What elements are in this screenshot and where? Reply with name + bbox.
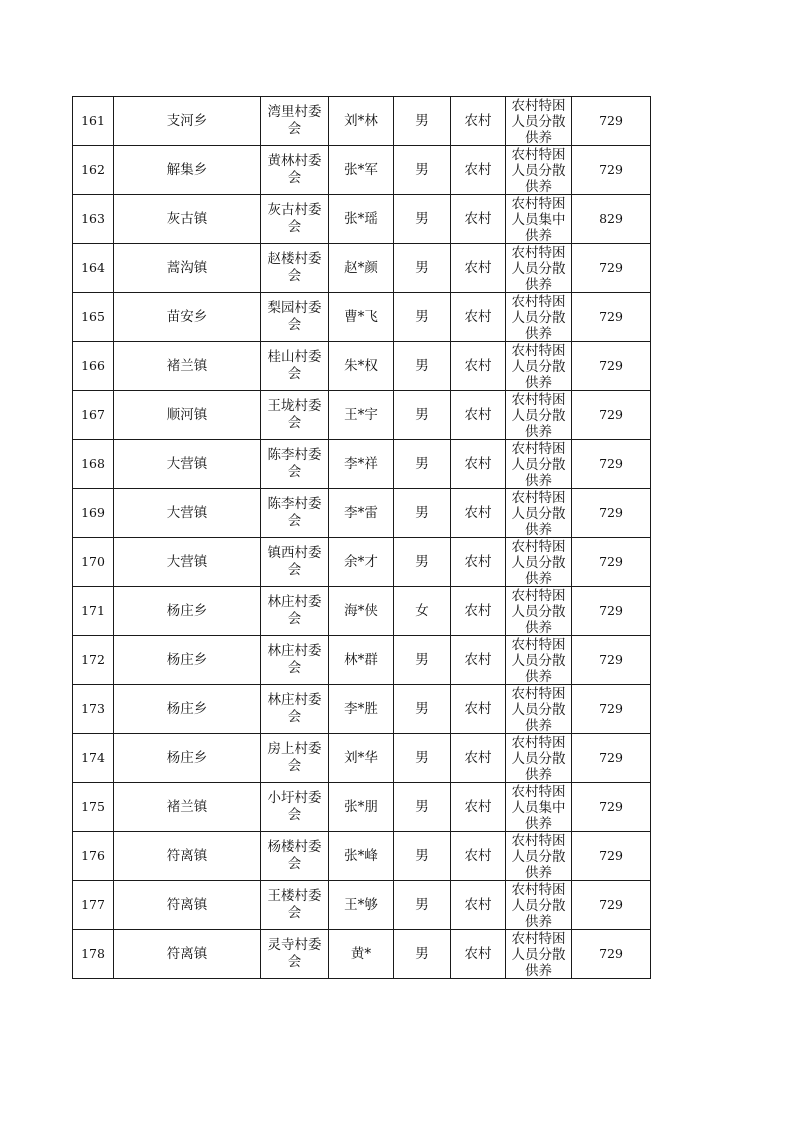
residence-type-cell: 农村: [451, 293, 506, 342]
table-row: [73, 293, 651, 342]
row-number-cell: 177: [73, 881, 114, 930]
gender-cell: 男: [394, 685, 451, 734]
village-committee-cell: [261, 146, 329, 195]
village-committee-cell: [261, 489, 329, 538]
row-number-cell: 161: [73, 97, 114, 146]
village-committee-cell: [261, 342, 329, 391]
person-name-cell: 林*群: [329, 636, 394, 685]
gender-cell: 男: [394, 489, 451, 538]
village-committee-cell: [261, 734, 329, 783]
amount-cell: 729: [572, 293, 651, 342]
support-type-cell: [506, 930, 572, 979]
recipient-table: [72, 96, 651, 979]
person-name-cell: 张*峰: [329, 832, 394, 881]
residence-type-cell: 农村: [451, 391, 506, 440]
amount-cell: 729: [572, 244, 651, 293]
row-number-cell: 169: [73, 489, 114, 538]
village-committee-cell-text: 灵寺村委会: [267, 937, 322, 970]
residence-type-cell: 农村: [451, 146, 506, 195]
village-committee-cell-text: 梨园村委会: [267, 300, 322, 333]
support-type-cell-text: 农村特困人员分散供养: [511, 147, 566, 194]
village-committee-cell-text: 王垅村委会: [267, 398, 322, 431]
village-committee-cell-text: 镇西村委会: [267, 545, 322, 578]
table-row: [73, 734, 651, 783]
village-committee-cell: [261, 930, 329, 979]
amount-cell: 729: [572, 832, 651, 881]
gender-cell: 男: [394, 636, 451, 685]
row-number-cell: 164: [73, 244, 114, 293]
gender-cell: 男: [394, 195, 451, 244]
amount-cell: 729: [572, 734, 651, 783]
township-cell: 大营镇: [114, 440, 261, 489]
row-number-cell: 175: [73, 783, 114, 832]
residence-type-cell: 农村: [451, 97, 506, 146]
village-committee-cell-text: 湾里村委会: [267, 104, 322, 137]
support-type-cell-text: 农村特困人员分散供养: [511, 392, 566, 439]
village-committee-cell: [261, 587, 329, 636]
person-name-cell: 海*侠: [329, 587, 394, 636]
township-cell: 杨庄乡: [114, 734, 261, 783]
amount-cell: 729: [572, 636, 651, 685]
township-cell: 顺河镇: [114, 391, 261, 440]
residence-type-cell: 农村: [451, 587, 506, 636]
township-cell: 褚兰镇: [114, 783, 261, 832]
village-committee-cell: [261, 685, 329, 734]
support-type-cell-text: 农村特困人员分散供养: [511, 588, 566, 635]
support-type-cell-text: 农村特困人员分散供养: [511, 490, 566, 537]
table-row: [73, 489, 651, 538]
amount-cell: 729: [572, 489, 651, 538]
village-committee-cell-text: 林庄村委会: [267, 643, 322, 676]
support-type-cell-text: 农村特困人员分散供养: [511, 294, 566, 341]
gender-cell: 男: [394, 832, 451, 881]
township-cell: 符离镇: [114, 930, 261, 979]
township-cell: 大营镇: [114, 538, 261, 587]
row-number-cell: 171: [73, 587, 114, 636]
support-type-cell: [506, 538, 572, 587]
table-body: [73, 97, 651, 979]
township-cell: 杨庄乡: [114, 636, 261, 685]
gender-cell: 男: [394, 734, 451, 783]
amount-cell: 729: [572, 685, 651, 734]
residence-type-cell: 农村: [451, 783, 506, 832]
support-type-cell: [506, 244, 572, 293]
support-type-cell-text: 农村特困人员分散供养: [511, 245, 566, 292]
table-row: [73, 783, 651, 832]
village-committee-cell-text: 房上村委会: [267, 741, 322, 774]
support-type-cell-text: 农村特困人员分散供养: [511, 441, 566, 488]
table-row: [73, 391, 651, 440]
village-committee-cell-text: 小圩村委会: [267, 790, 322, 823]
support-type-cell: [506, 783, 572, 832]
person-name-cell: 朱*权: [329, 342, 394, 391]
support-type-cell-text: 农村特困人员分散供养: [511, 686, 566, 733]
village-committee-cell-text: 陈李村委会: [267, 447, 322, 480]
gender-cell: 男: [394, 293, 451, 342]
support-type-cell-text: 农村特困人员分散供养: [511, 98, 566, 145]
row-number-cell: 170: [73, 538, 114, 587]
village-committee-cell-text: 赵楼村委会: [267, 251, 322, 284]
residence-type-cell: 农村: [451, 489, 506, 538]
village-committee-cell: [261, 244, 329, 293]
person-name-cell: 余*才: [329, 538, 394, 587]
support-type-cell: [506, 587, 572, 636]
gender-cell: 男: [394, 244, 451, 293]
village-committee-cell: [261, 195, 329, 244]
residence-type-cell: 农村: [451, 734, 506, 783]
residence-type-cell: 农村: [451, 636, 506, 685]
support-type-cell-text: 农村特困人员分散供养: [511, 882, 566, 929]
table-row: [73, 685, 651, 734]
table-row: [73, 440, 651, 489]
township-cell: 苗安乡: [114, 293, 261, 342]
village-committee-cell: [261, 636, 329, 685]
row-number-cell: 162: [73, 146, 114, 195]
village-committee-cell: [261, 440, 329, 489]
support-type-cell-text: 农村特困人员分散供养: [511, 735, 566, 782]
person-name-cell: 张*军: [329, 146, 394, 195]
support-type-cell-text: 农村特困人员分散供养: [511, 539, 566, 586]
person-name-cell: 刘*林: [329, 97, 394, 146]
person-name-cell: 黄*: [329, 930, 394, 979]
amount-cell: 729: [572, 342, 651, 391]
village-committee-cell-text: 陈李村委会: [267, 496, 322, 529]
support-type-cell: [506, 342, 572, 391]
table-row: [73, 538, 651, 587]
row-number-cell: 172: [73, 636, 114, 685]
amount-cell: 729: [572, 97, 651, 146]
row-number-cell: 166: [73, 342, 114, 391]
amount-cell: 729: [572, 783, 651, 832]
support-type-cell: [506, 734, 572, 783]
residence-type-cell: 农村: [451, 930, 506, 979]
village-committee-cell: [261, 293, 329, 342]
table-row: [73, 930, 651, 979]
village-committee-cell-text: 杨楼村委会: [267, 839, 322, 872]
row-number-cell: 167: [73, 391, 114, 440]
gender-cell: 男: [394, 391, 451, 440]
village-committee-cell: [261, 391, 329, 440]
support-type-cell: [506, 832, 572, 881]
table-row: [73, 636, 651, 685]
residence-type-cell: 农村: [451, 440, 506, 489]
township-cell: 灰古镇: [114, 195, 261, 244]
person-name-cell: 王*够: [329, 881, 394, 930]
residence-type-cell: 农村: [451, 832, 506, 881]
row-number-cell: 178: [73, 930, 114, 979]
support-type-cell: [506, 440, 572, 489]
gender-cell: 男: [394, 342, 451, 391]
village-committee-cell: [261, 881, 329, 930]
gender-cell: 男: [394, 930, 451, 979]
support-type-cell: [506, 391, 572, 440]
person-name-cell: 李*雷: [329, 489, 394, 538]
person-name-cell: 刘*华: [329, 734, 394, 783]
table-row: [73, 244, 651, 293]
table-row: [73, 587, 651, 636]
gender-cell: 男: [394, 783, 451, 832]
village-committee-cell: [261, 832, 329, 881]
row-number-cell: 165: [73, 293, 114, 342]
village-committee-cell-text: 灰古村委会: [267, 202, 322, 235]
village-committee-cell: [261, 538, 329, 587]
support-type-cell: [506, 195, 572, 244]
gender-cell: 男: [394, 881, 451, 930]
village-committee-cell-text: 黄林村委会: [267, 153, 322, 186]
village-committee-cell: [261, 783, 329, 832]
row-number-cell: 173: [73, 685, 114, 734]
amount-cell: 729: [572, 881, 651, 930]
row-number-cell: 174: [73, 734, 114, 783]
support-type-cell-text: 农村特困人员分散供养: [511, 637, 566, 684]
amount-cell: 729: [572, 538, 651, 587]
village-committee-cell-text: 林庄村委会: [267, 594, 322, 627]
person-name-cell: 王*宇: [329, 391, 394, 440]
support-type-cell-text: 农村特困人员分散供养: [511, 343, 566, 390]
amount-cell: 829: [572, 195, 651, 244]
residence-type-cell: 农村: [451, 685, 506, 734]
village-committee-cell-text: 桂山村委会: [267, 349, 322, 382]
township-cell: 褚兰镇: [114, 342, 261, 391]
residence-type-cell: 农村: [451, 342, 506, 391]
amount-cell: 729: [572, 930, 651, 979]
support-type-cell: [506, 881, 572, 930]
township-cell: 杨庄乡: [114, 685, 261, 734]
township-cell: 支河乡: [114, 97, 261, 146]
residence-type-cell: 农村: [451, 538, 506, 587]
township-cell: 解集乡: [114, 146, 261, 195]
gender-cell: 男: [394, 97, 451, 146]
support-type-cell: [506, 146, 572, 195]
gender-cell: 男: [394, 440, 451, 489]
village-committee-cell: [261, 97, 329, 146]
amount-cell: 729: [572, 391, 651, 440]
support-type-cell-text: 农村特困人员集中供养: [511, 196, 566, 243]
support-type-cell-text: 农村特困人员集中供养: [511, 784, 566, 831]
person-name-cell: 李*胜: [329, 685, 394, 734]
person-name-cell: 李*祥: [329, 440, 394, 489]
township-cell: 杨庄乡: [114, 587, 261, 636]
township-cell: 符离镇: [114, 881, 261, 930]
residence-type-cell: 农村: [451, 195, 506, 244]
support-type-cell: [506, 97, 572, 146]
support-type-cell-text: 农村特困人员分散供养: [511, 931, 566, 978]
person-name-cell: 曹*飞: [329, 293, 394, 342]
row-number-cell: 163: [73, 195, 114, 244]
row-number-cell: 168: [73, 440, 114, 489]
gender-cell: 男: [394, 538, 451, 587]
person-name-cell: 赵*颜: [329, 244, 394, 293]
residence-type-cell: 农村: [451, 881, 506, 930]
gender-cell: 男: [394, 146, 451, 195]
table-row: [73, 195, 651, 244]
table-row: [73, 881, 651, 930]
village-committee-cell-text: 王楼村委会: [267, 888, 322, 921]
residence-type-cell: 农村: [451, 244, 506, 293]
support-type-cell: [506, 685, 572, 734]
township-cell: 符离镇: [114, 832, 261, 881]
township-cell: 大营镇: [114, 489, 261, 538]
amount-cell: 729: [572, 146, 651, 195]
township-cell: 蒿沟镇: [114, 244, 261, 293]
person-name-cell: 张*朋: [329, 783, 394, 832]
table-row: [73, 146, 651, 195]
row-number-cell: 176: [73, 832, 114, 881]
table-row: [73, 342, 651, 391]
table-row: [73, 97, 651, 146]
amount-cell: 729: [572, 440, 651, 489]
person-name-cell: 张*瑶: [329, 195, 394, 244]
support-type-cell: [506, 293, 572, 342]
support-type-cell-text: 农村特困人员分散供养: [511, 833, 566, 880]
gender-cell: 女: [394, 587, 451, 636]
village-committee-cell-text: 林庄村委会: [267, 692, 322, 725]
support-type-cell: [506, 489, 572, 538]
table-row: [73, 832, 651, 881]
amount-cell: 729: [572, 587, 651, 636]
support-type-cell: [506, 636, 572, 685]
